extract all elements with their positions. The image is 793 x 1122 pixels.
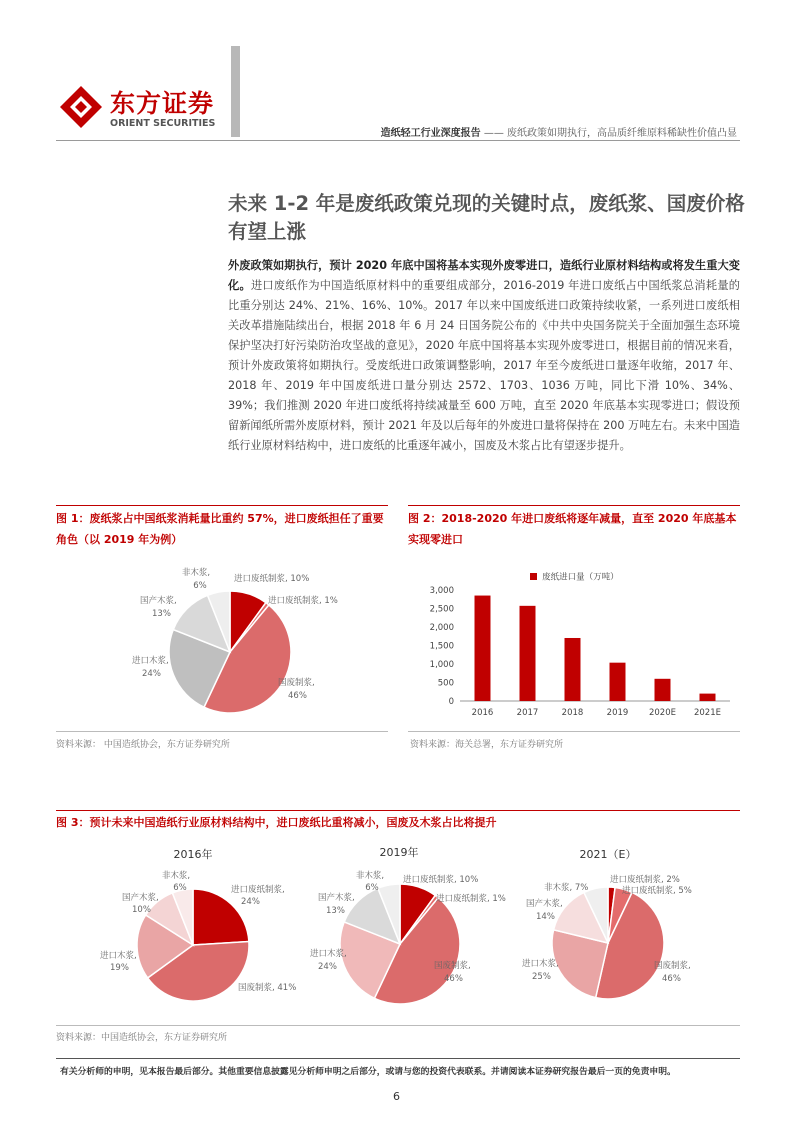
fig3-2019-label-domestic-waste: 国废制浆, <box>434 961 471 971</box>
fig3-pie-2016-slices <box>137 889 249 1001</box>
fig3-2016-label-domestic-wood: 国产木浆, <box>122 893 159 903</box>
fig3-2019-pct-domestic-waste: 46% <box>444 974 463 984</box>
body-paragraph <box>228 256 740 456</box>
fig3-2019-pct-nonwood: 6% <box>365 883 379 893</box>
fig1-label-import-waste: 进口废纸制浆, 10% <box>234 574 310 584</box>
fig1-pie-slices <box>169 591 291 713</box>
fig3-pie-2016-title: 2016年 <box>173 848 213 861</box>
fig3-2021-label-import-waste: 进口废纸制浆, 2% <box>610 875 680 885</box>
fig3-2021-label-import-waste-b: 进口废纸制浆, 5% <box>622 886 692 896</box>
header-divider <box>56 140 740 141</box>
fig1-pct-domestic-wood: 13% <box>152 609 171 619</box>
fig1-bottom-rule <box>56 731 388 732</box>
fig2-ytick-label: 500 <box>437 678 454 689</box>
fig2-bar-chart <box>408 580 740 725</box>
fig2-xtick-label: 2018 <box>561 708 584 718</box>
fig3-2019-label-nonwood: 非木浆, <box>355 871 385 881</box>
fig1-pct-nonwood: 6% <box>193 581 207 591</box>
fig2-bar-2020E <box>655 679 671 701</box>
fig3-2021-pct-import-wood: 25% <box>532 972 551 982</box>
fig2-ytick-label: 2,500 <box>429 604 454 615</box>
paragraph-text: 进口废纸作为中国造纸原材料中的重要组成部分，2016-2019 年进口废纸占中国纸浆总消耗量的比重分别达 24%、21%、16%、10%。2017 年以来中国废纸进口政策持续收紧，一系列进口废纸相关改革措施陆续出台，根据 2018 年 6 月 24 日国务院公布的《中共中央国务院关于全面加强生态环境保护坚决打好污染防治攻坚战的意见》，2020 年底中国将基本实现外废零进口，根据目前的情况来看，预计外废政策将如期执行。受废纸进口政策调整影响，2017 年至今废纸进口量逐年收缩，2017 年、2018 年、2019 年中国废纸进口量分别达 2572、1703、1036 万吨，同比下滑 10%、34%、39%；我们推测 2020 年进口废纸将持续减量至 600 万吨，直至 2020 年底基本实现零进口；假设预留新闻纸所需外废原材料，预计 2021 年及以后每年的外废进口量将保持在 200 万吨左右。未来中国造纸行业原材料结构中，进口废纸的比重逐年减小，国废及木浆占比有望逐步提升。 <box>228 279 740 452</box>
fig3-top-rule <box>56 810 740 811</box>
fig3-2016-label-nonwood: 非木浆, <box>161 871 191 881</box>
fig2-bar-2016 <box>475 596 491 701</box>
fig2-source: 资料来源：海关总署，东方证券研究所 <box>410 740 564 750</box>
fig1-pct-domestic-waste: 46% <box>288 691 307 701</box>
fig2-xtick-label: 2016 <box>471 708 494 718</box>
fig3-2021-label-import-wood: 进口木浆, <box>522 959 559 969</box>
fig1-label-nonwood: 非木浆, <box>181 568 211 578</box>
fig2-ytick-label: 3,000 <box>429 586 454 596</box>
section-title: 未来 1-2 年是废纸政策兑现的关键时点，废纸浆、国废价格有望上涨 <box>228 192 745 243</box>
fig3-2016-pct-import-waste: 24% <box>241 897 260 907</box>
logo-mark <box>58 84 104 130</box>
footer-divider <box>56 1058 740 1059</box>
fig1-top-rule <box>56 505 388 506</box>
page-number: 6 <box>393 1090 400 1103</box>
fig1-label-domestic-wood: 国产木浆, <box>140 596 177 606</box>
fig3-2016-label-domestic-waste: 国废制浆, 41% <box>238 983 297 993</box>
fig3-2016-pct-nonwood: 6% <box>173 883 187 893</box>
fig1-source: 资料来源： 中国造纸协会，东方证券研究所 <box>56 740 230 750</box>
fig1-label-domestic-waste: 国废制浆, <box>278 678 315 688</box>
fig3-2019-label-import-waste-small: 进口废纸制浆, 1% <box>436 894 506 904</box>
header-title <box>381 124 737 139</box>
fig3-2021-pct-domestic-waste: 46% <box>662 974 681 984</box>
fig2-ytick-label: 2,000 <box>429 623 454 633</box>
fig1-label-import-wood: 进口木浆, <box>132 656 169 666</box>
fig3-2016-label-import-waste: 进口废纸制浆, <box>231 885 285 895</box>
fig3-2021-label-nonwood: 非木浆, 7% <box>544 883 589 893</box>
fig2-ytick-label: 0 <box>448 697 454 707</box>
fig2-ytick-label: 1,000 <box>429 660 454 670</box>
fig2-xtick-label: 2019 <box>606 708 629 718</box>
fig3-2019-label-domestic-wood: 国产木浆, <box>318 893 355 903</box>
fig2-bar-2021E <box>700 694 716 701</box>
fig3-2021-label-domestic-waste: 国废制浆, <box>654 961 691 971</box>
fig2-bar-2018 <box>565 638 581 701</box>
fig2-xtick-label: 2021E <box>693 708 722 718</box>
fig3-title: 图 3：预计未来中国造纸行业原材料结构中，进口废纸比重将减小，国废及木浆占比将提升 <box>56 816 497 829</box>
fig3-2019-pct-import-wood: 24% <box>318 962 337 972</box>
fig1-pct-import-wood: 24% <box>142 669 161 679</box>
fig2-legend-label: 废纸进口量（万吨） <box>542 572 619 583</box>
fig2-top-rule <box>408 505 740 506</box>
logo-name-en: ORIENT SECURITIES <box>110 118 216 129</box>
fig2-xtick-label: 2017 <box>516 708 539 718</box>
fig3-pie-2019-title: 2019年 <box>379 846 419 859</box>
fig3-source: 资料来源：中国造纸协会，东方证券研究所 <box>56 1033 228 1043</box>
fig3-2016-pct-import-wood: 19% <box>110 963 129 973</box>
fig3-pie-2021-slices <box>552 887 664 999</box>
fig2-title: 图 2：2018-2020 年进口废纸将逐年减量，直至 2020 年底基本实现零进口 <box>408 512 737 546</box>
fig3-2016-label-import-wood: 进口木浆, <box>100 951 137 961</box>
fig3-pie-2021-title: 2021（E） <box>579 848 637 861</box>
fig2-bottom-rule <box>408 731 740 732</box>
fig3-bottom-rule <box>56 1025 740 1026</box>
fig2-bar-2017 <box>520 606 536 701</box>
fig3-2019-pct-domestic-wood: 13% <box>326 906 345 916</box>
fig2-legend-swatch <box>530 573 537 580</box>
fig3-2019-label-import-waste: 进口废纸制浆, 10% <box>403 875 479 885</box>
logo-name-cn: 东方证券 <box>110 89 215 118</box>
fig2-xtick-label: 2020E <box>648 708 677 718</box>
fig1-pie-chart <box>56 555 388 735</box>
report-type: 造纸轻工行业深度报告 <box>380 128 481 139</box>
fig3-2016-pct-domestic-wood: 10% <box>132 905 151 915</box>
fig3-2019-label-import-wood: 进口木浆, <box>310 949 347 959</box>
lead-sentence: 外废政策如期执行，预计 2020 年底中国将基本实现外废零进口，造纸行业原材料结构或将发生重大变化。 <box>228 259 740 292</box>
fig2-bar-2019 <box>610 663 626 701</box>
fig2-ytick-label: 1,500 <box>429 641 454 652</box>
fig1-label-import-waste-small: 进口废纸制浆, 1% <box>268 596 338 606</box>
report-subtitle: 废纸政策如期执行，高品质纤维原料稀缺性价值凸显 <box>507 128 737 139</box>
fig3-pie-charts <box>56 840 740 1025</box>
header-accent-bar <box>231 46 240 137</box>
fig1-title: 图 1：废纸浆占中国纸浆消耗量比重约 57%，进口废纸担任了重要角色（以 2019 年为例） <box>56 512 384 546</box>
header-separator: —— <box>480 128 507 139</box>
footer-disclaimer: 有关分析师的申明，见本报告最后部分。其他重要信息披露见分析师申明之后部分，或请与您的投资代表联系。并请阅读本证券研究报告最后一页的免责申明。 <box>60 1067 676 1077</box>
fig3-2021-pct-domestic-wood: 14% <box>536 912 555 922</box>
fig3-2021-label-domestic-wood: 国产木浆, <box>526 899 563 909</box>
